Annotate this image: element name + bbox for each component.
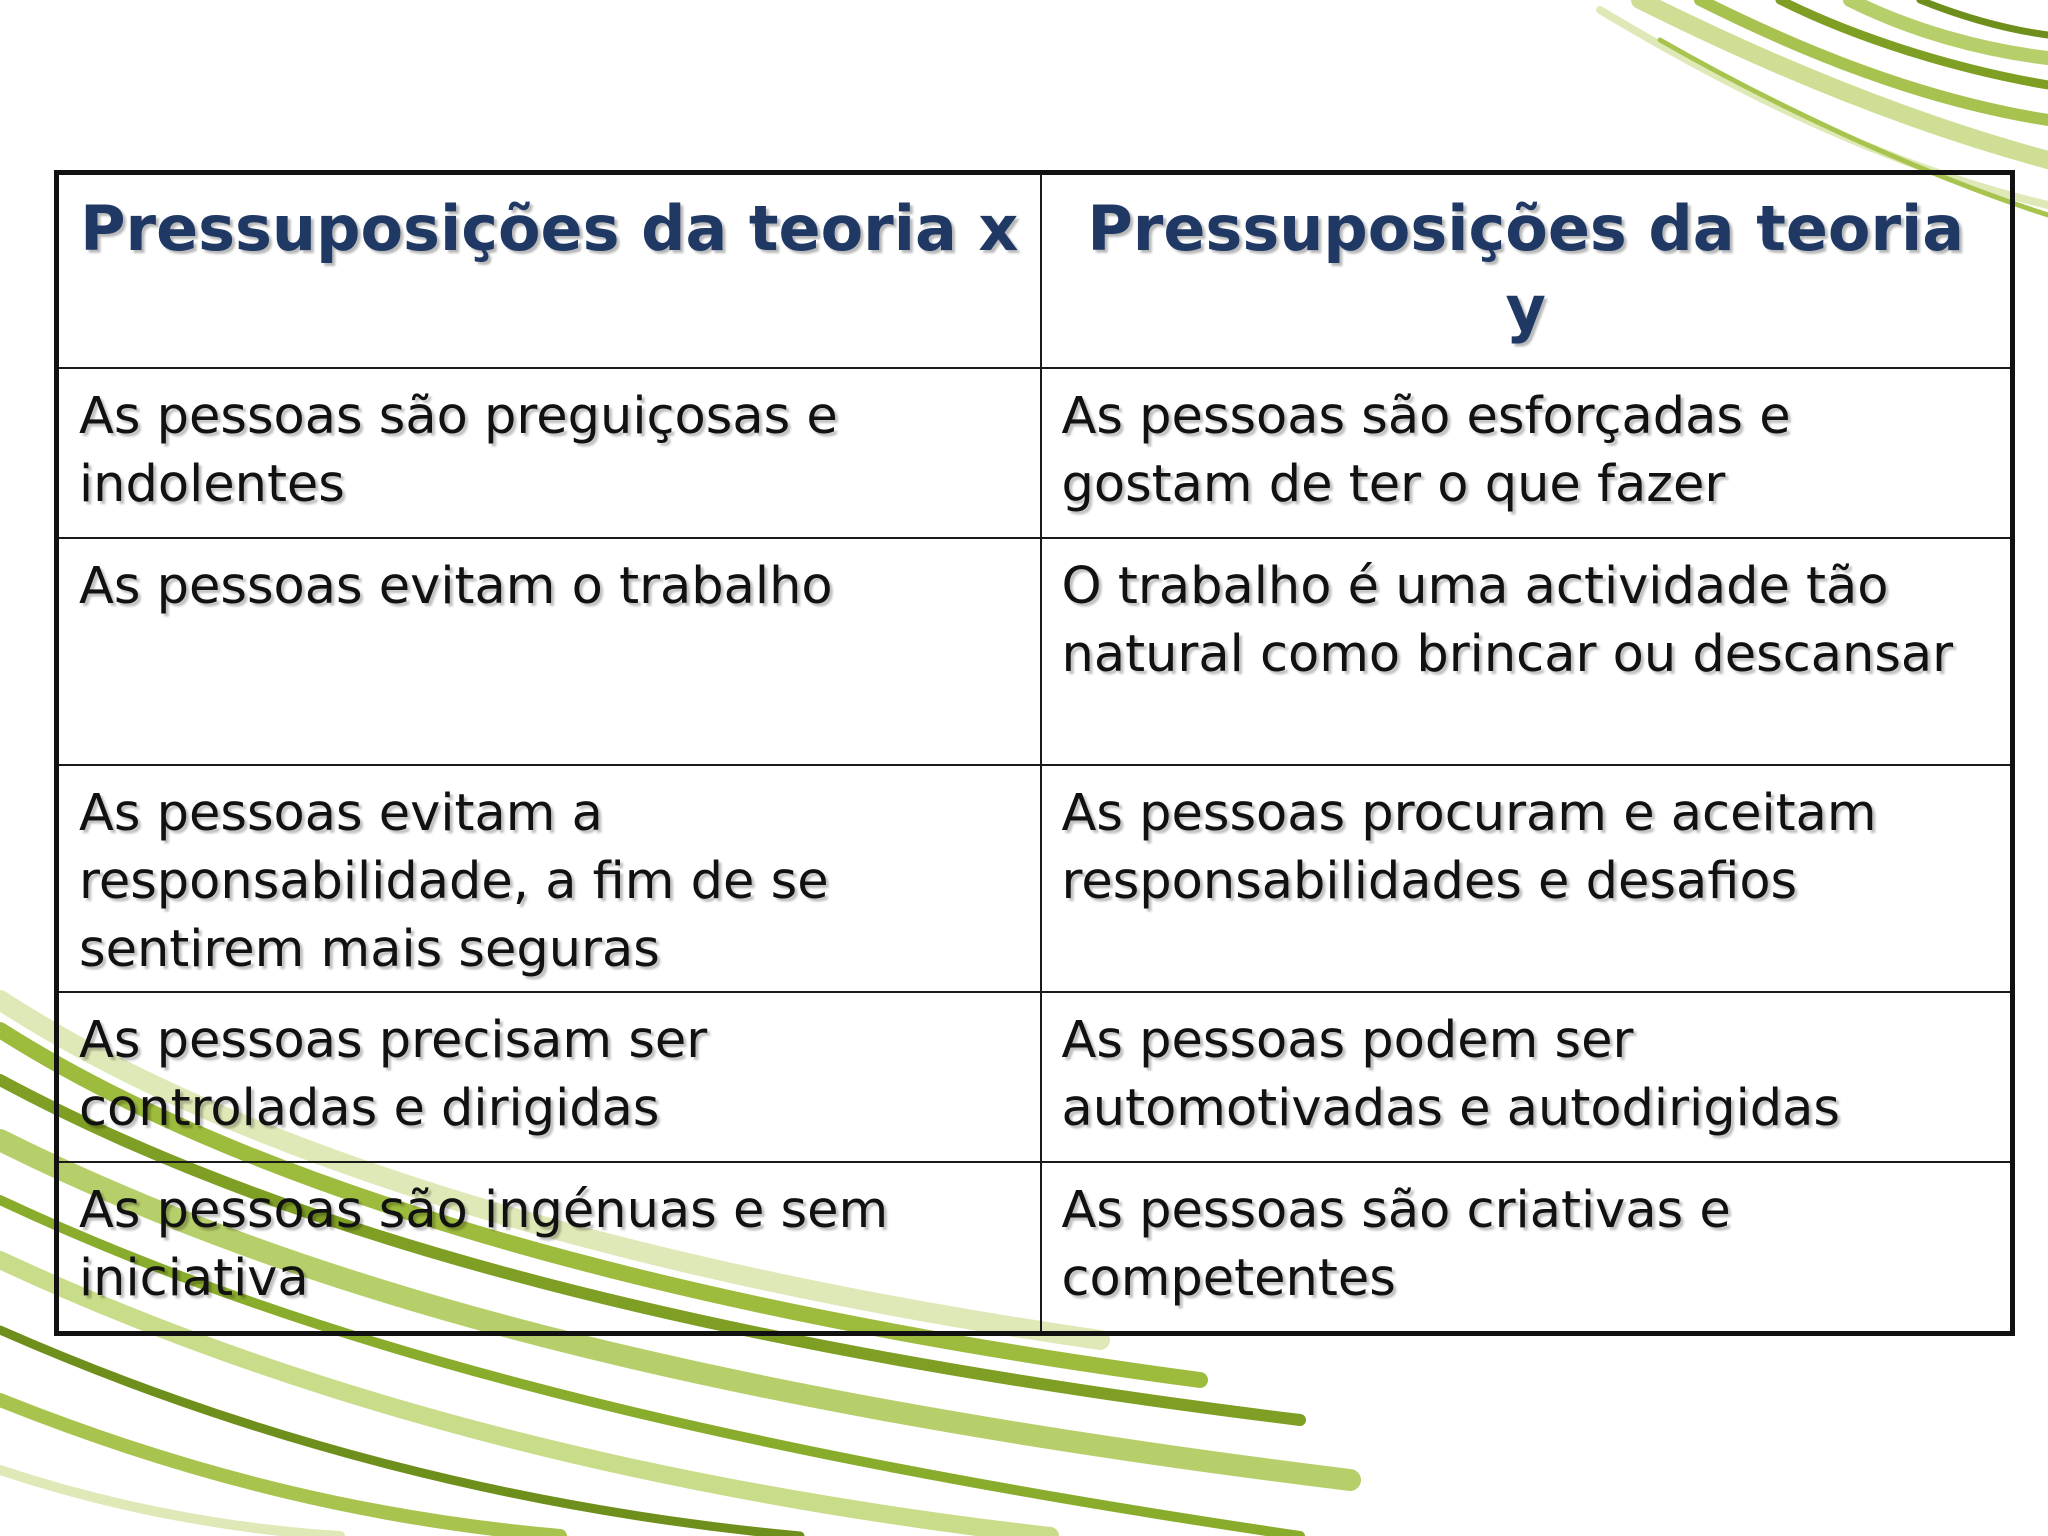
table-row [57, 1162, 2013, 1334]
cell-theory-y: As pessoas podem ser automotivadas e autodirigidas [1041, 992, 2013, 1162]
table-row [57, 765, 2013, 992]
table-row [57, 538, 2013, 765]
header-theory-x: Pressuposições da teoria x [57, 173, 1041, 369]
cell-theory-x: As pessoas são preguiçosas e indolentes [57, 368, 1041, 538]
cell-theory-y: As pessoas são esforçadas e gostam de ter o que fazer [1041, 368, 2013, 538]
table-row [57, 992, 2013, 1162]
table-row [57, 368, 2013, 538]
header-theory-y: Pressuposições da teoria y [1041, 173, 2013, 369]
cell-theory-x: As pessoas evitam o trabalho [57, 538, 1041, 765]
cell-theory-x: As pessoas são ingénuas e sem iniciativa [57, 1162, 1041, 1334]
table-header-row [57, 173, 2013, 369]
cell-theory-x: As pessoas evitam a responsabilidade, a fim de se sentirem mais seguras [57, 765, 1041, 992]
cell-theory-y: O trabalho é uma actividade tão natural como brincar ou descansar [1041, 538, 2013, 765]
cell-theory-y: As pessoas são criativas e competentes [1041, 1162, 2013, 1334]
comparison-table [54, 170, 2015, 1336]
cell-theory-x: As pessoas precisam ser controladas e dirigidas [57, 992, 1041, 1162]
cell-theory-y: As pessoas procuram e aceitam responsabilidades e desafios [1041, 765, 2013, 992]
